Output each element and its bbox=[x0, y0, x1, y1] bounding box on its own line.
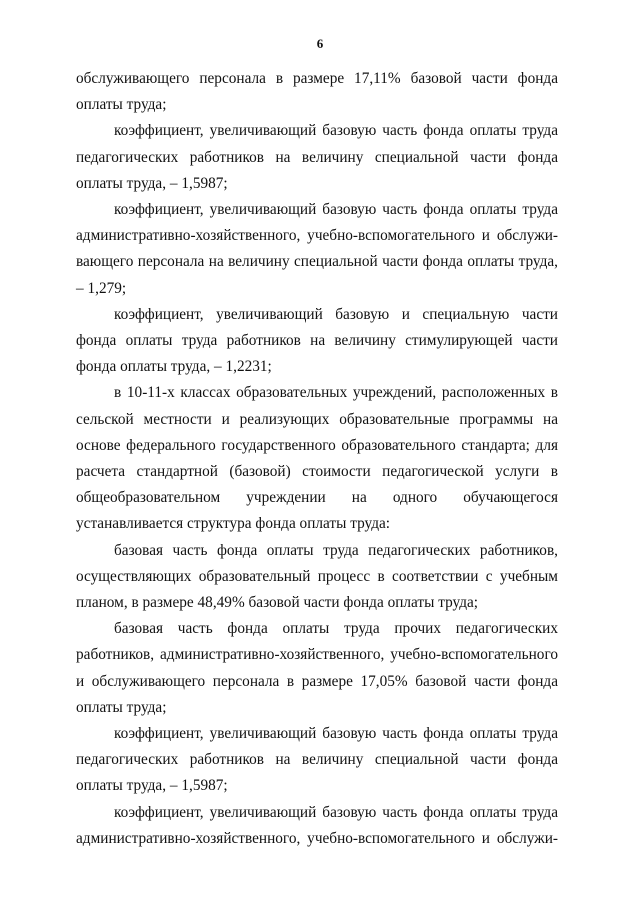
paragraph: коэффициент, увеличивающий базовую часть фонда оплаты труда педагогических работников на величину специальной части фонда оплаты труда, – 1,5987; bbox=[76, 725, 558, 795]
paragraph: в 10-11-х классах образовательных учреждений, расположенных в сельской местности и реализующих образовательные программы на основе федерального государственного образовательного стандарта; для расчета стандартной (базовой) стоимости педагогической услуги в общеобразовательном учреждении на одного обучающегося устанавливается структура фонда оплаты труда: bbox=[76, 384, 558, 533]
paragraph: коэффициент, увеличивающий базовую часть фонда оплаты труда педагогических работников на величину специальной части фонда оплаты труда, – 1,5987; bbox=[76, 122, 558, 192]
document-body bbox=[76, 66, 558, 852]
paragraph: коэффициент, увеличивающий базовую часть фонда оплаты труда административно-хозяйственного, учебно-вспомогательного и обслужи-вающего персонала на величину специальной части фонда оплаты труда, – 1,279; bbox=[76, 201, 558, 297]
paragraph: коэффициент, увеличивающий базовую и специальную части фонда оплаты труда работников на величину стимулирующей части фонда оплаты труда, – 1,2231; bbox=[76, 305, 558, 376]
paragraph-continuation: обслуживающего персонала в размере 17,11% базовой части фонда оплаты труда; bbox=[76, 70, 558, 114]
paragraph: базовая часть фонда оплаты труда прочих педагогических работников, административно-хозяйственного, учебно-вспомогательного и обслуживающего персонала в размере 17,05% базовой части фонда оплаты труда; bbox=[76, 620, 558, 716]
page-number: 6 bbox=[316, 36, 324, 51]
paragraph: базовая часть фонда оплаты труда педагогических работников, осуществляющих образовательный процесс в соответствии с учебным планом, в размере 48,49% базовой части фонда оплаты труда; bbox=[76, 541, 558, 612]
paragraph-truncated: коэффициент, увеличивающий базовую часть фонда оплаты труда административно-хозяйственного, учебно-вспомогательного и обслужи- bbox=[76, 803, 558, 847]
